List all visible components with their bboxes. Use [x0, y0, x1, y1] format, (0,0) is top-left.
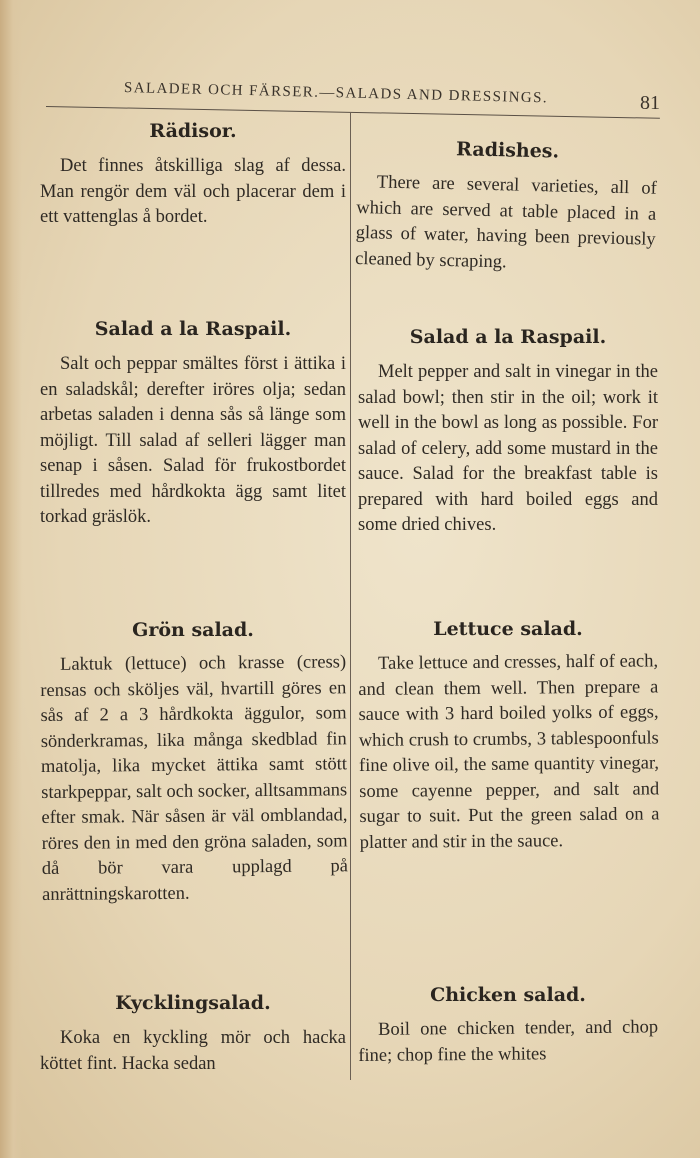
section-lettuce-salad: [358, 616, 658, 856]
section-body: Boil one chicken tender, and chop fine; chop fine the whites: [358, 1017, 659, 1066]
section-body: Salt och peppar smältes först i ättika i en saladskål; derefter iröres olja; sedan arbetas saladen i denna sås så länge som möjligt. Till salad af selleri lägger man senap i såsen. Salad för frukostbordet tillredes med hårdkokta ägg samt litet torkad gräslök.: [40, 354, 346, 527]
section-body: Take lettuce and cresses, half of each, and clean them well. Then prepare a sauce with 3 hard boiled yolks of eggs, which crush to crumbs, 3 tablespoonfuls fine olive oil, the same quantity vinegar, some cayenne pepper, and salt and sugar to suit. Put the green salad on a platter and stir in the sauce.: [358, 651, 660, 853]
section-title: Kycklingsalad.: [115, 992, 271, 1014]
section-body: Melt pepper and salt in vinegar in the salad bowl; then stir in the oil; work it well in the bowl as long as possible. For salad of celery, add some mustard in the sauce. Salad for the breakfast table is prepared with hard boiled eggs and some dried chives.: [358, 362, 658, 535]
running-header: SALADER OCH FÄRSER.—SALADS AND DRESSINGS.: [123, 80, 549, 107]
section-chicken-salad: [358, 982, 658, 1069]
page-number: 81: [640, 92, 660, 114]
section-body: There are several varieties, all of which are served at table placed in a glass of water, having been previously cleaned by scraping.: [354, 172, 658, 272]
section-radishes: [355, 134, 658, 279]
section-title: Radishes.: [455, 138, 560, 163]
section-title: Salad a la Raspail.: [94, 318, 292, 340]
section-title: Chicken salad.: [430, 984, 586, 1006]
section-salad-raspail-en: [358, 324, 658, 539]
section-kycklingsalad: [40, 990, 346, 1077]
section-gron-salad: [40, 617, 346, 908]
section-body: Laktuk (lettuce) och krasse (cress) rensas och sköljes väl, hvartill göres en sås af 2 a 3 hårdkokta äggulor, som sönderkramas, lika många skedblad fin matolja, lika mycket ättika samt stött starkpeppar, salt och socker, alltsammans efter smak. När såsen är väl omblandad, röres den in med den gröna saladen, som då bör vara upplagd på anrättningskarotten.: [40, 652, 348, 905]
section-body: Det finnes åtskilliga slag af dessa. Man rengör dem väl och placerar dem i ett vattenglas å bordet.: [40, 156, 346, 227]
section-salad-raspail-sv: [40, 316, 346, 531]
header-rule: [46, 106, 660, 119]
page-binding-edge: [0, 0, 22, 1158]
section-title: Salad a la Raspail.: [409, 326, 607, 348]
column-divider: [350, 112, 351, 1080]
section-title: Grön salad.: [132, 619, 254, 641]
section-body: Koka en kyckling mör och hacka köttet fint. Hacka sedan: [40, 1028, 346, 1074]
section-title: Rädisor.: [149, 120, 237, 142]
section-title: Lettuce salad.: [433, 618, 583, 640]
section-radisor: [40, 118, 346, 231]
